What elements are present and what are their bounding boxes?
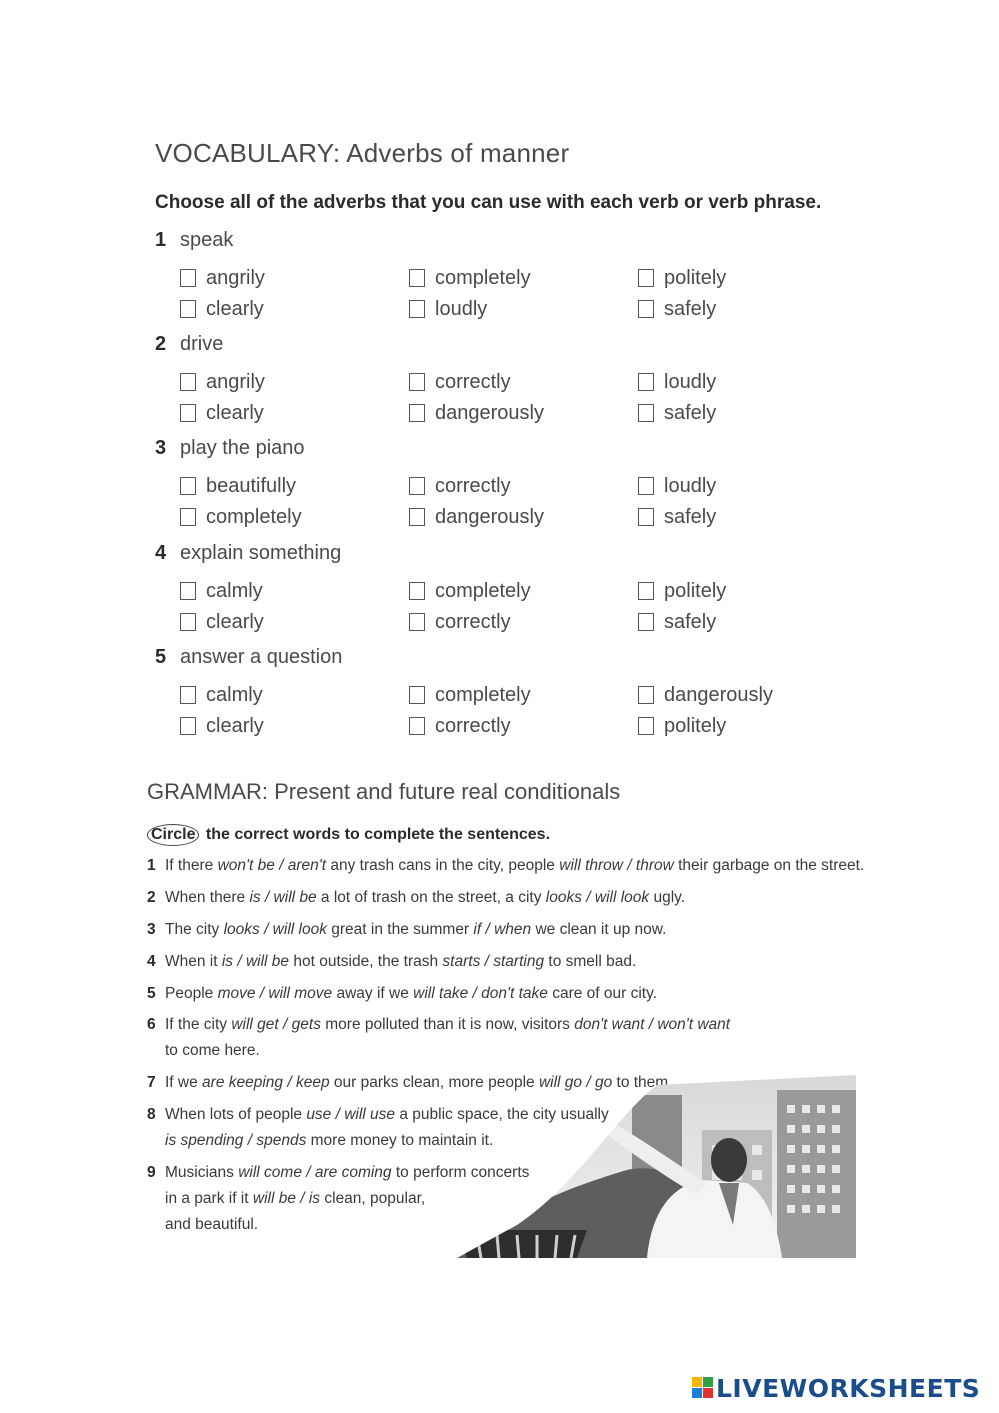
adverb-option[interactable]	[638, 265, 726, 291]
sentence-text: hot outside, the trash	[289, 953, 443, 970]
adverb-option[interactable]	[409, 609, 511, 635]
answer-choice[interactable]: starts / starting	[442, 953, 545, 970]
adverb-option[interactable]	[638, 682, 773, 708]
checkbox[interactable]	[180, 477, 196, 495]
answer-choice[interactable]: is / will be	[221, 953, 290, 970]
grammar-title: GRAMMAR: Present and future real conditionals	[147, 779, 621, 804]
adverb-label: dangerously	[435, 401, 544, 424]
liveworksheets-logo-text: LIVEWORKSHEETS	[716, 1373, 981, 1403]
liveworksheets-logo	[692, 1373, 980, 1403]
adverb-option[interactable]	[638, 369, 716, 395]
sentence-text: in a park if it	[165, 1190, 253, 1207]
checkbox[interactable]	[180, 300, 196, 318]
sentence-text: to them.	[612, 1074, 673, 1091]
sentence-text: People	[165, 985, 218, 1002]
sentence-text: any trash cans in the city, people	[326, 857, 560, 874]
checkbox[interactable]	[409, 477, 425, 495]
answer-choice[interactable]: will be / is	[252, 1190, 321, 1207]
answer-choice[interactable]: will throw / throw	[559, 857, 674, 874]
item-number: 4	[147, 953, 156, 970]
vocab-question-3	[155, 437, 305, 460]
checkbox[interactable]	[638, 477, 654, 495]
checkbox[interactable]	[409, 508, 425, 526]
sentence-text: The city	[165, 921, 224, 938]
adverb-label: clearly	[206, 297, 264, 320]
adverb-label: angrily	[206, 266, 265, 289]
answer-choice[interactable]: will take / don't take	[413, 985, 548, 1002]
adverb-label: completely	[206, 505, 302, 528]
checkbox[interactable]	[638, 373, 654, 391]
adverb-option[interactable]	[180, 265, 265, 291]
adverb-label: safely	[664, 297, 717, 320]
checkbox[interactable]	[409, 686, 425, 704]
grammar-item-5	[147, 981, 657, 1007]
adverb-option[interactable]	[409, 369, 511, 395]
adverb-label: correctly	[435, 474, 511, 497]
vocab-question-4	[155, 542, 341, 565]
item-number: 7	[147, 1074, 156, 1091]
adverb-label: loudly	[664, 474, 717, 497]
sentence-text: their garbage on the street.	[673, 857, 865, 874]
adverb-option[interactable]	[409, 473, 511, 499]
adverb-option[interactable]	[638, 504, 716, 530]
adverb-label: loudly	[435, 297, 488, 320]
checkbox[interactable]	[409, 582, 425, 600]
adverb-label: clearly	[206, 610, 264, 633]
adverb-option[interactable]	[180, 296, 264, 322]
item-number: 6	[147, 1016, 156, 1033]
checkbox[interactable]	[638, 582, 654, 600]
adverb-option[interactable]	[409, 713, 511, 739]
adverb-label: politely	[664, 714, 727, 737]
sentence-text: and beautiful.	[165, 1216, 259, 1233]
adverb-option[interactable]	[180, 369, 265, 395]
question-number: 2	[155, 333, 167, 355]
adverb-option[interactable]	[180, 473, 296, 499]
liveworksheets-logo-icon	[692, 1377, 714, 1399]
question-verb: answer a question	[180, 646, 343, 668]
sentence-text: Musicians	[165, 1164, 239, 1181]
sentence-text: more money to maintain it.	[306, 1132, 494, 1149]
circle-word: Circle	[147, 824, 199, 846]
adverb-option[interactable]	[638, 473, 716, 499]
question-verb: speak	[180, 229, 234, 251]
checkbox[interactable]	[638, 508, 654, 526]
checkbox[interactable]	[638, 717, 654, 735]
answer-choice[interactable]: will come / are coming	[238, 1164, 392, 1181]
checkbox[interactable]	[638, 269, 654, 287]
checkbox[interactable]	[409, 717, 425, 735]
question-verb: drive	[180, 333, 224, 355]
answer-choice[interactable]: will go / go	[538, 1074, 613, 1091]
checkbox[interactable]	[409, 613, 425, 631]
checkbox[interactable]	[180, 373, 196, 391]
answer-choice[interactable]: move / will move	[217, 985, 333, 1002]
adverb-option[interactable]	[638, 713, 726, 739]
adverb-label: calmly	[206, 683, 263, 706]
checkbox[interactable]	[638, 300, 654, 318]
adverb-option[interactable]	[409, 504, 544, 530]
sentence-text: clean, popular,	[320, 1190, 426, 1207]
sentence-text: more polluted than it is now, visitors	[320, 1016, 575, 1033]
park-photo	[457, 1075, 856, 1258]
sentence-text: our parks clean, more people	[329, 1074, 539, 1091]
sentence-text: When it	[165, 953, 222, 970]
grammar-item-3	[147, 917, 666, 943]
question-verb: explain something	[180, 542, 342, 564]
adverb-label: correctly	[435, 370, 511, 393]
answer-choice[interactable]: are keeping / keep	[202, 1074, 330, 1091]
adverb-option[interactable]	[180, 578, 263, 604]
adverb-option[interactable]	[180, 504, 302, 530]
adverb-option[interactable]	[638, 400, 716, 426]
answer-choice[interactable]: is / will be	[249, 889, 317, 906]
checkbox[interactable]	[409, 373, 425, 391]
item-number: 2	[147, 889, 156, 906]
vocab-question-2	[155, 333, 223, 356]
adverb-option[interactable]	[409, 265, 531, 291]
checkbox[interactable]	[409, 269, 425, 287]
adverb-label: safely	[664, 505, 717, 528]
question-number: 5	[155, 646, 167, 668]
answer-choice[interactable]: use / will use	[306, 1106, 396, 1123]
answer-choice[interactable]: will get / gets	[231, 1016, 321, 1033]
grammar-item-4	[147, 949, 636, 975]
sentence-text: If we	[165, 1074, 203, 1091]
checkbox[interactable]	[180, 717, 196, 735]
adverb-label: dangerously	[435, 505, 544, 528]
grammar-instruction-text: the correct words to complete the sentences.	[201, 826, 551, 843]
adverb-label: correctly	[435, 714, 511, 737]
vocabulary-instruction: Choose all of the adverbs that you can use with each verb or verb phrase.	[155, 192, 822, 213]
item-number: 9	[147, 1164, 156, 1181]
sentence-text: we clean it up now.	[531, 921, 667, 938]
checkbox[interactable]	[180, 269, 196, 287]
vocab-question-1	[155, 229, 233, 252]
sentence-text: If the city	[165, 1016, 232, 1033]
adverb-label: dangerously	[664, 683, 773, 706]
answer-choice[interactable]: looks / will look	[223, 921, 327, 938]
checkbox[interactable]	[180, 613, 196, 631]
adverb-label: correctly	[435, 610, 511, 633]
item-number: 3	[147, 921, 156, 938]
question-verb: play the piano	[180, 437, 305, 459]
sentence-text: If there	[165, 857, 218, 874]
adverb-label: clearly	[206, 714, 264, 737]
adverb-label: loudly	[664, 370, 717, 393]
answer-choice[interactable]: won't be / aren't	[217, 857, 327, 874]
answer-choice[interactable]: if / when	[473, 921, 532, 938]
adverb-label: clearly	[206, 401, 264, 424]
park-photo-illustration	[457, 1075, 856, 1258]
checkbox[interactable]	[180, 686, 196, 704]
sentence-text: When lots of people	[165, 1106, 307, 1123]
question-number: 4	[155, 542, 167, 564]
sentence-text: ugly.	[649, 889, 686, 906]
adverb-label: completely	[435, 266, 531, 289]
item-number: 1	[147, 857, 156, 874]
answer-choice[interactable]: is spending / spends	[165, 1132, 307, 1149]
adverb-option[interactable]	[180, 713, 264, 739]
adverb-option[interactable]	[180, 609, 264, 635]
adverb-label: completely	[435, 579, 531, 602]
adverb-label: safely	[664, 610, 717, 633]
vocabulary-title: VOCABULARY: Adverbs of manner	[155, 138, 570, 168]
checkbox[interactable]	[409, 404, 425, 422]
adverb-option[interactable]	[409, 296, 487, 322]
adverb-label: beautifully	[206, 474, 297, 497]
grammar-item-1	[147, 853, 864, 879]
grammar-instruction	[147, 824, 550, 846]
sentence-text: to smell bad.	[544, 953, 637, 970]
item-number: 8	[147, 1106, 156, 1123]
adverb-option[interactable]	[180, 400, 264, 426]
question-number: 1	[155, 229, 167, 251]
adverb-option[interactable]	[409, 682, 531, 708]
adverb-option[interactable]	[638, 578, 726, 604]
adverb-label: safely	[664, 401, 717, 424]
adverb-option[interactable]	[409, 400, 544, 426]
item-number: 5	[147, 985, 156, 1002]
sentence-text: away if we	[332, 985, 414, 1002]
checkbox[interactable]	[409, 300, 425, 318]
answer-choice[interactable]: don't want / won't want	[574, 1016, 731, 1033]
adverb-label: politely	[664, 579, 727, 602]
grammar-item-6	[147, 1012, 730, 1064]
answer-choice[interactable]: looks / will look	[545, 889, 650, 906]
sentence-text: great in the summer	[326, 921, 474, 938]
adverb-option[interactable]	[638, 609, 716, 635]
sentence-text: a lot of trash on the street, a city	[316, 889, 546, 906]
grammar-item-2	[147, 885, 685, 911]
checkbox[interactable]	[638, 686, 654, 704]
adverb-option[interactable]	[409, 578, 531, 604]
adverb-option[interactable]	[638, 296, 716, 322]
sentence-text: care of our city.	[547, 985, 658, 1002]
sentence-text: to perform concerts	[391, 1164, 530, 1181]
checkbox[interactable]	[180, 404, 196, 422]
checkbox[interactable]	[638, 613, 654, 631]
adverb-label: politely	[664, 266, 727, 289]
sentence-text: a public space, the city usually	[395, 1106, 609, 1123]
adverb-label: calmly	[206, 579, 263, 602]
sentence-text: When there	[165, 889, 250, 906]
question-number: 3	[155, 437, 167, 459]
checkbox[interactable]	[638, 404, 654, 422]
adverb-label: completely	[435, 683, 531, 706]
checkbox[interactable]	[180, 582, 196, 600]
adverb-option[interactable]	[180, 682, 263, 708]
vocab-question-5	[155, 646, 342, 669]
sentence-text: to come here.	[165, 1042, 260, 1059]
adverb-label: angrily	[206, 370, 265, 393]
checkbox[interactable]	[180, 508, 196, 526]
